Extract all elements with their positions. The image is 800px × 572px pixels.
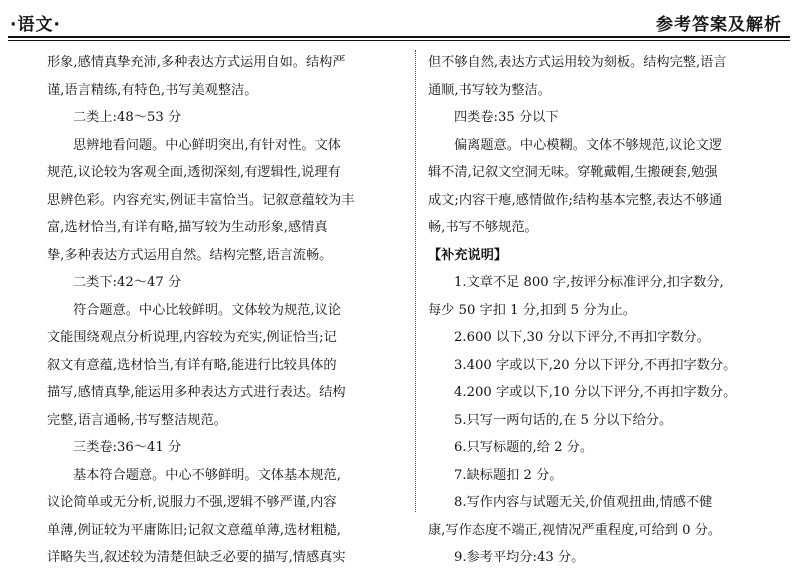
text-line: 每少 50 字扣 1 分,扣到 5 分为止。 — [428, 302, 636, 318]
text-line: 但不够自然,表达方式运用较为刻板。结构完整,语言 — [428, 55, 727, 70]
text-line: 单薄,例证较为平庸陈旧;记叙文意蕴单薄,选材粗糙, — [47, 522, 341, 538]
text-line: 二类上:48～53 分 — [73, 110, 182, 125]
text-line: 康,写作态度不端正,视情况严重程度,可给到 0 分。 — [428, 522, 722, 538]
section-title: 参考答案及解析 — [656, 15, 782, 35]
header-rule — [8, 36, 790, 38]
text-line: 4.200 字或以下,10 分以下评分,不再扣字数分。 — [454, 385, 737, 400]
text-line: 四类卷:35 分以下 — [454, 110, 559, 125]
text-line: 通顺,书写较为整洁。 — [428, 82, 551, 98]
text-line: 挚,多种表达方式运用自然。结构完整,语言流畅。 — [47, 247, 333, 263]
text-line: 文能围绕观点分析说理,内容较为充实,例证恰当;记 — [47, 330, 337, 345]
left-column — [47, 49, 405, 572]
text-line: 描写,感情真挚,能运用多种表达方式进行表达。结构 — [47, 385, 346, 400]
text-line: 二类下:42～47 分 — [73, 275, 182, 290]
text-line: 富,选材恰当,有详有略,描写较为生动形象,感情真 — [47, 220, 328, 235]
text-line: 谨,语言精练,有特色,书写美观整洁。 — [47, 82, 258, 98]
text-line: 9.参考平均分:43 分。 — [454, 550, 585, 565]
text-line: 8.写作内容与试题无关,价值观扭曲,情感不健 — [454, 495, 713, 510]
text-line: 叙文有意蕴,选材恰当,有详有略,能进行比较具体的 — [47, 357, 337, 373]
text-line: 思辨地看问题。中心鲜明突出,有针对性。文体 — [73, 137, 341, 153]
text-line: 【补充说明】 — [428, 247, 508, 263]
text-line: 思辨色彩。内容充实,例证丰富恰当。记叙意蕴较为丰 — [47, 192, 355, 208]
text-line: 1.文章不足 800 字,按评分标准评分,扣字数分, — [454, 275, 724, 290]
text-line: 三类卷:36～41 分 — [73, 440, 182, 455]
text-line: 3.400 字或以下,20 分以下评分,不再扣字数分。 — [454, 357, 737, 373]
text-line: 5.只写一两句话的,在 5 分以下给分。 — [454, 412, 673, 428]
page-header — [0, 0, 800, 40]
text-line: 7.缺标题扣 2 分。 — [454, 467, 563, 483]
column-divider — [415, 50, 416, 512]
text-line: 畅,书写不够规范。 — [428, 220, 538, 235]
right-column — [428, 49, 778, 572]
subject-label: ·语文· — [10, 15, 61, 35]
text-line: 偏离题意。中心模糊。文体不够规范,议论文逻 — [454, 137, 722, 153]
text-line: 议论简单或无分析,说服力不强,逻辑不够严谨,内容 — [47, 495, 337, 510]
text-line: 2.600 以下,30 分以下评分,不再扣字数分。 — [454, 330, 710, 345]
header-rule-thin — [8, 40, 790, 41]
text-line: 成文;内容干瘪,感情做作;结构基本完整,表达不够通 — [428, 192, 723, 208]
text-line: 规范,议论较为客观全面,透彻深刻,有逻辑性,说理有 — [47, 165, 341, 180]
text-line: 6.只写标题的,给 2 分。 — [454, 440, 594, 455]
text-line: 形象,感情真挚充沛,多种表达方式运用自如。结构严 — [47, 55, 346, 70]
text-line: 基本符合题意。中心不够鲜明。文体基本规范, — [73, 467, 341, 483]
text-line: 符合题意。中心比较鲜明。文体较为规范,议论 — [73, 302, 341, 318]
text-line: 详略失当,叙述较为清楚但缺乏必要的描写,情感真实 — [47, 550, 346, 565]
text-line: 完整,语言通畅,书写整洁规范。 — [47, 412, 227, 428]
text-line: 辑不清,记叙文空洞无味。穿靴戴帽,生搬硬套,勉强 — [428, 165, 718, 180]
